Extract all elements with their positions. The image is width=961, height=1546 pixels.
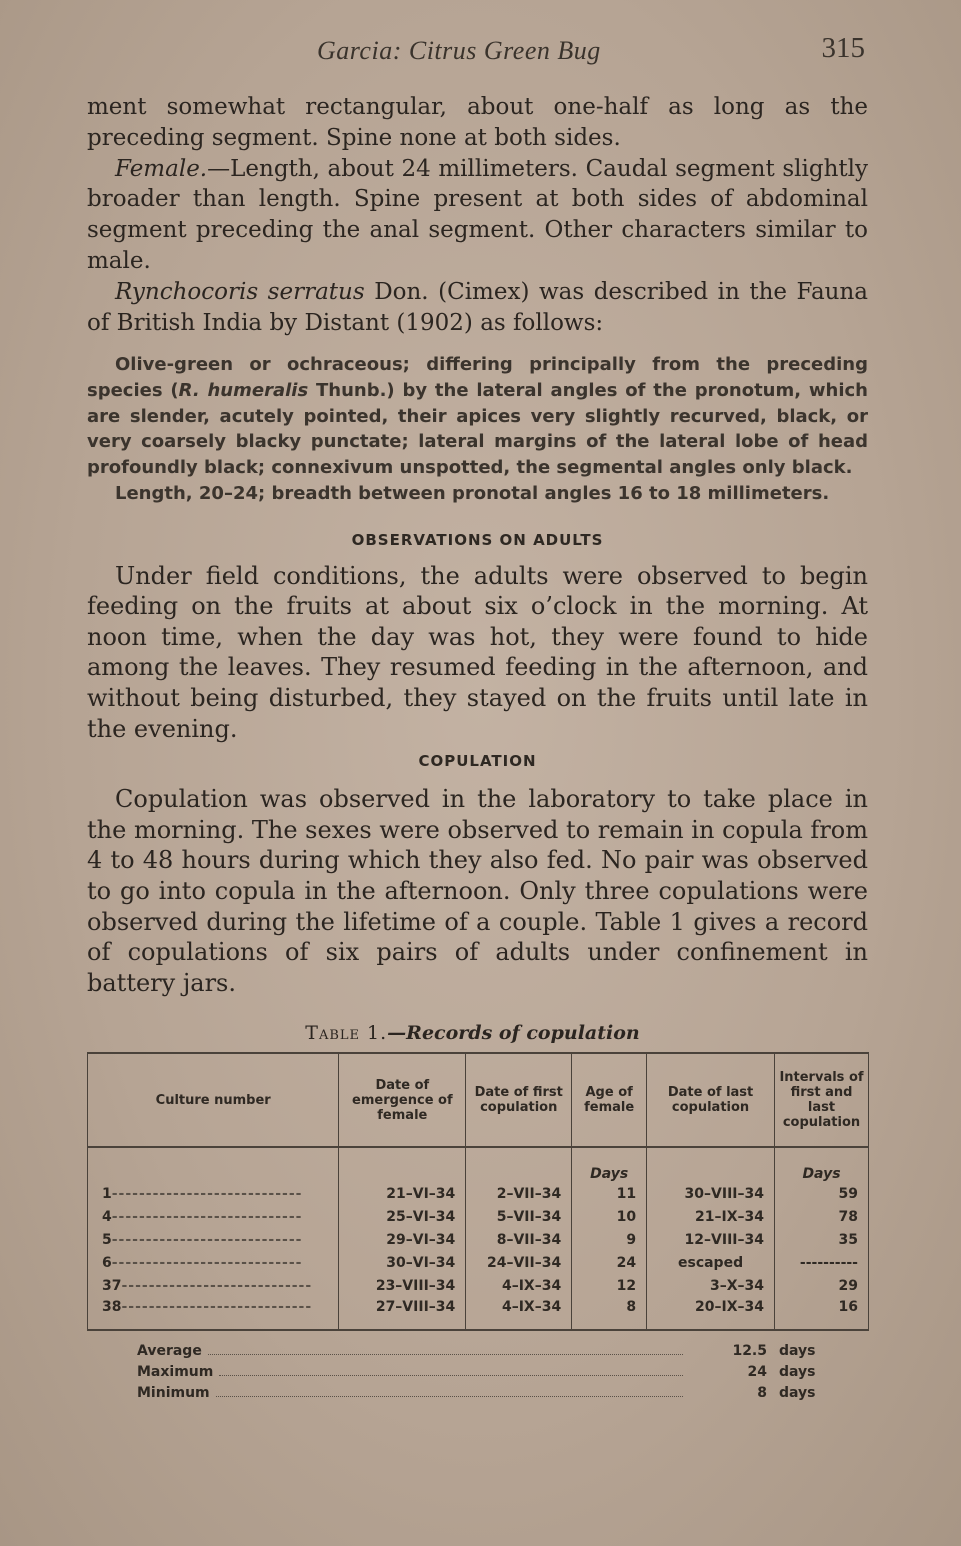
- table-cell: 30–VIII–34: [647, 1182, 775, 1205]
- leader-dots: ----------------------------: [111, 1254, 303, 1271]
- table-cell: 8: [572, 1297, 647, 1330]
- body-text: [87, 92, 868, 1044]
- table-cell: 10: [572, 1205, 647, 1228]
- culture-number-cell: [88, 1228, 339, 1251]
- table-cell: escaped: [647, 1251, 775, 1274]
- col-header-first-copulation: Date of first copulation: [466, 1053, 572, 1147]
- summary-label: Maximum: [137, 1364, 214, 1380]
- culture-number: 5: [102, 1231, 112, 1248]
- table-cell: ----------: [774, 1251, 868, 1274]
- culture-number-cell: [88, 1297, 339, 1330]
- summary-row-maximum: [137, 1364, 827, 1385]
- table-header-row: [88, 1053, 869, 1147]
- table-cell: 24–VII–34: [466, 1251, 572, 1274]
- block-quote: [87, 352, 868, 481]
- paragraph-copulation: Copulation was observed in the laboratory to take place in the morning. The sexes were observed to remain in copula from 4 to 48 hours during which they also fed. No pair was observed to go into copula in the afternoon. Only three copulations were observed during the lifetime of a couple. Table 1 gives a record of copulations of six pairs of adults under confinement in battery jars.: [87, 785, 868, 997]
- col-header-age: Age of female: [572, 1053, 647, 1147]
- table-cell: 4–IX–34: [466, 1274, 572, 1297]
- col-header-last-copulation: Date of last copulation: [647, 1053, 775, 1147]
- table-caption: [77, 1022, 868, 1044]
- summary-label: Average: [137, 1343, 202, 1359]
- unit-cell: [339, 1147, 466, 1182]
- table-cell: 11: [572, 1182, 647, 1205]
- leader-dots: ----------------------------: [121, 1277, 313, 1294]
- culture-number: 4: [102, 1208, 112, 1225]
- leader-dots: ----------------------------: [111, 1185, 303, 1202]
- col-header-emergence: Date of emergence of female: [339, 1053, 466, 1147]
- culture-number-cell: [88, 1205, 339, 1228]
- table-caption-title: —Records of copulation: [387, 1022, 640, 1045]
- records-table: [87, 1052, 869, 1331]
- table-cell: 9: [572, 1228, 647, 1251]
- culture-number-cell: [88, 1251, 339, 1274]
- unit-cell: [88, 1147, 339, 1182]
- paragraph-observations: Under field conditions, the adults were observed to begin feeding on the fruits at about six o’clock in the morning. At noon time, when the day was hot, they were found to hide among the leaves. They resumed feeding in the afternoon, and without being disturbed, they stayed on the fruits until late in the evening.: [87, 561, 868, 743]
- summary-value: 24: [747, 1364, 767, 1380]
- unit-cell: [466, 1147, 572, 1182]
- table-cell: 27–VIII–34: [339, 1297, 466, 1330]
- table-cell: 5–VII–34: [466, 1205, 572, 1228]
- table-row: [88, 1205, 869, 1228]
- table-cell: 12: [572, 1274, 647, 1297]
- leader-line: [208, 1354, 683, 1355]
- paragraph-female: [87, 154, 868, 277]
- table-cell: 29–VI–34: [339, 1228, 466, 1251]
- summary-unit: days: [779, 1364, 816, 1380]
- section-heading-copulation: COPULATION: [418, 752, 537, 771]
- summary-unit: days: [779, 1385, 816, 1401]
- species-name: Rynchocoris serratus: [115, 278, 365, 305]
- table-row: [88, 1228, 869, 1251]
- quote-species: R. humeralis: [178, 380, 309, 402]
- culture-number: 1: [102, 1185, 112, 1202]
- leader-dots: ----------------------------: [111, 1231, 303, 1248]
- page-header: [87, 32, 867, 72]
- table-caption-label: Table 1.: [305, 1022, 388, 1045]
- unit-days-age: Days: [572, 1147, 647, 1182]
- table-cell: 23–VIII–34: [339, 1274, 466, 1297]
- unit-cell: [647, 1147, 775, 1182]
- table-cell: 24: [572, 1251, 647, 1274]
- units-row: [88, 1147, 869, 1182]
- quote-text-b: Thunb.) by the lateral angles of the pronotum, which are slender, acutely pointed, their apices very slightly recurved, black, or very coarsely blacky punctate; lateral margins of the lateral lobe of head profoundly black; connexivum unspotted, the segmental angles only black.: [87, 380, 868, 479]
- running-head: Garcia: Citrus Green Bug: [317, 36, 601, 65]
- table-cell: 8–VII–34: [466, 1228, 572, 1251]
- species-intro: Don. (Cimex) was described in the Fauna of British India by Distant (1902) as follows:: [87, 278, 868, 336]
- culture-number: 6: [102, 1254, 112, 1271]
- culture-number-cell: [88, 1274, 339, 1297]
- table-row: [88, 1274, 869, 1297]
- table-row: [88, 1297, 869, 1330]
- table-row: [88, 1251, 869, 1274]
- table-summary: [137, 1343, 827, 1406]
- table-cell: 20–IX–34: [647, 1297, 775, 1330]
- summary-value: 8: [757, 1385, 767, 1401]
- table-cell: 12–VIII–34: [647, 1228, 775, 1251]
- table-cell: 30–VI–34: [339, 1251, 466, 1274]
- table-cell: 35: [774, 1228, 868, 1251]
- culture-number: 38: [102, 1299, 122, 1315]
- table-row: [88, 1182, 869, 1205]
- summary-row-minimum: [137, 1385, 827, 1406]
- female-label: Female.: [115, 155, 208, 182]
- culture-number-cell: [88, 1182, 339, 1205]
- col-header-interval: Intervals of first and last copulation: [774, 1053, 868, 1147]
- culture-number: 37: [102, 1277, 122, 1294]
- paragraph-continued: ment somewhat rectangular, about one-half as long as the preceding segment. Spine none at both sides.: [87, 94, 868, 151]
- summary-value: 12.5: [732, 1343, 767, 1359]
- table-cell: 78: [774, 1205, 868, 1228]
- leader-line: [216, 1396, 683, 1397]
- leader-line: [219, 1375, 683, 1376]
- leader-dots: ----------------------------: [121, 1299, 313, 1315]
- table-cell: 21–IX–34: [647, 1205, 775, 1228]
- female-description: —Length, about 24 millimeters. Caudal segment slightly broader than length. Spine present at both sides of abdominal segment preceding the anal segment. Other characters similar to male.: [87, 155, 868, 274]
- table-cell: 59: [774, 1182, 868, 1205]
- table-cell: 4–IX–34: [466, 1297, 572, 1330]
- table-cell: 3–X–34: [647, 1274, 775, 1297]
- section-heading-observations: OBSERVATIONS ON ADULTS: [351, 530, 604, 549]
- table-cell: 25–VI–34: [339, 1205, 466, 1228]
- page-number: 315: [821, 32, 865, 64]
- table-cell: 29: [774, 1274, 868, 1297]
- col-header-culture: Culture number: [88, 1053, 339, 1147]
- quote-text-a: Olive-green or ochraceous; differing principally from the preceding species (: [87, 354, 868, 402]
- summary-unit: days: [779, 1343, 816, 1359]
- table-cell: 21–VI–34: [339, 1182, 466, 1205]
- paragraph-species: [87, 277, 868, 339]
- summary-label: Minimum: [137, 1385, 210, 1401]
- unit-days-interval: Days: [774, 1147, 868, 1182]
- summary-row-average: [137, 1343, 827, 1364]
- table-cell: 2–VII–34: [466, 1182, 572, 1205]
- table-cell: 16: [774, 1297, 868, 1330]
- quote-length: Length, 20–24; breadth between pronotal angles 16 to 18 millimeters.: [115, 482, 830, 504]
- leader-dots: ----------------------------: [111, 1208, 303, 1225]
